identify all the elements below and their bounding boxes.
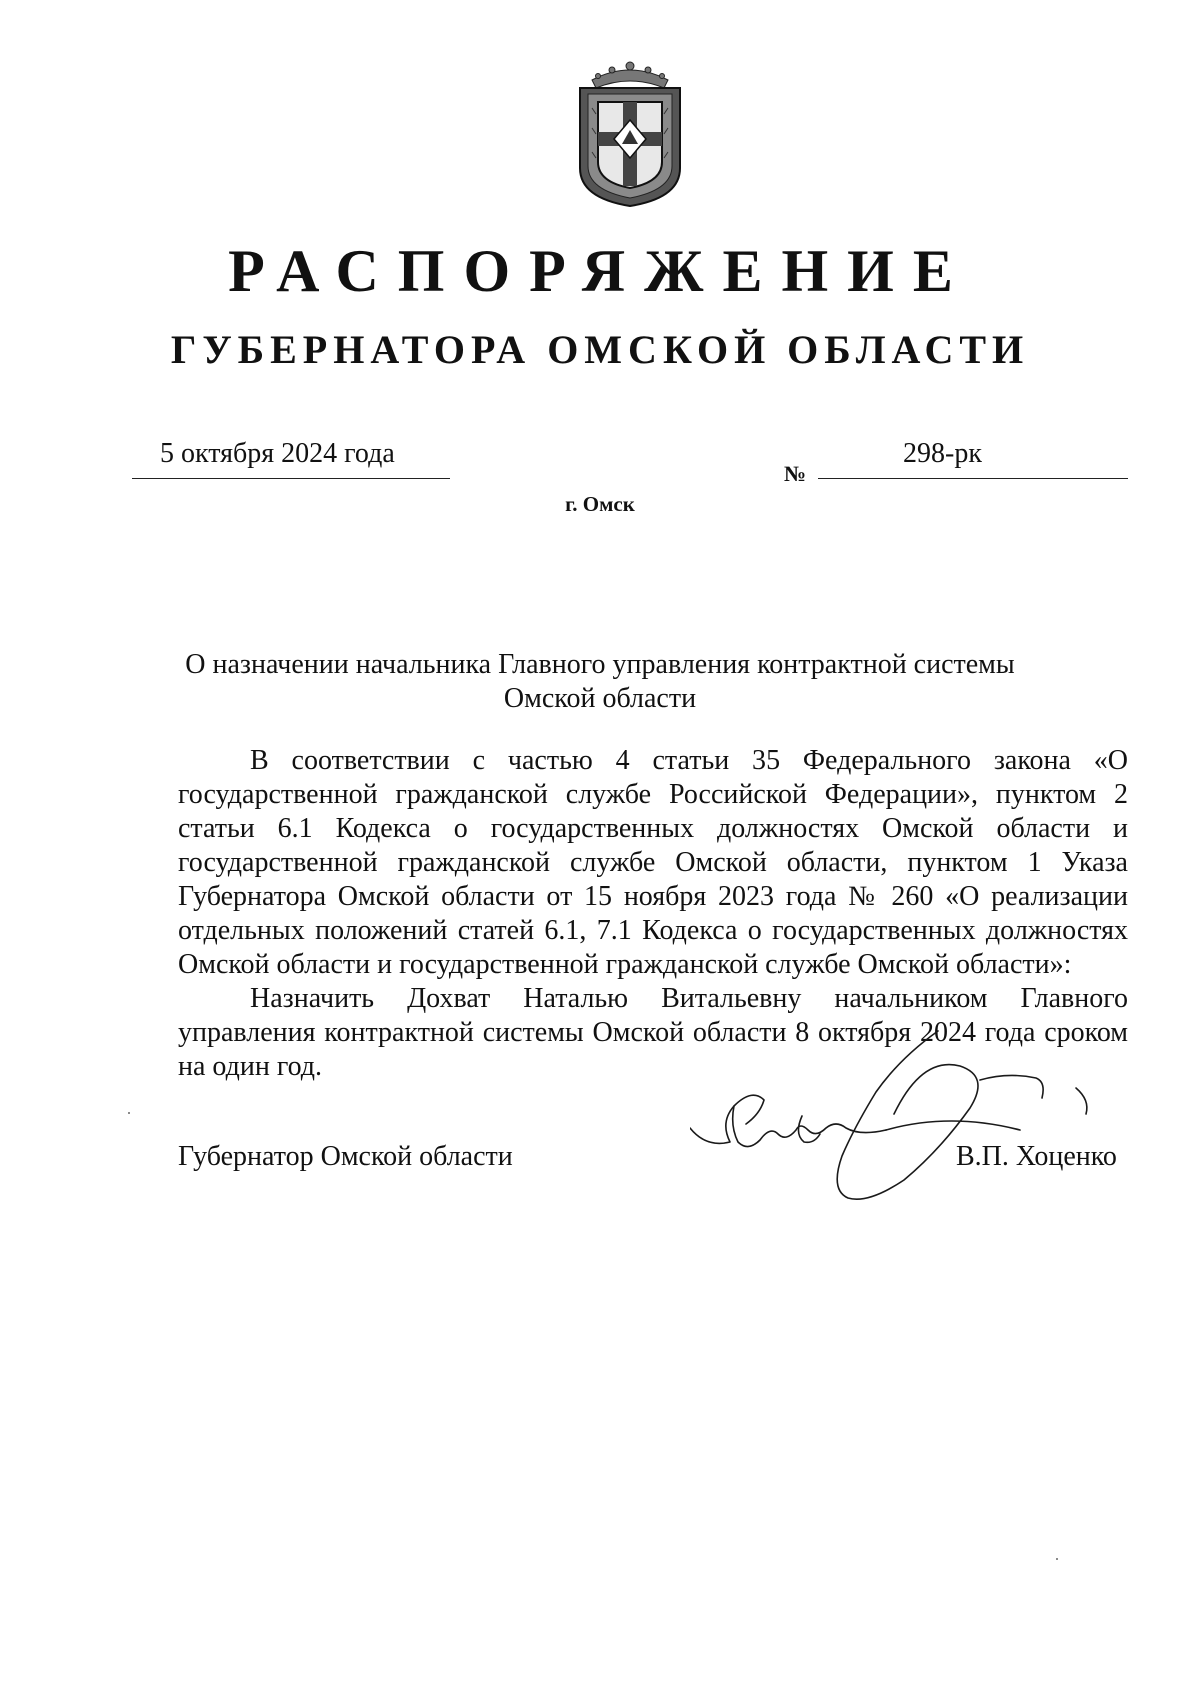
document-city: г. Омск bbox=[565, 492, 635, 516]
date-underline bbox=[132, 478, 450, 479]
document-subject: О назначении начальника Главного управления контрактной системы Омской области bbox=[185, 649, 1015, 714]
signer-name: В.П. Хоценко bbox=[956, 1141, 1117, 1172]
order-paragraph: Назначить Дохват Наталью Витальевну начальником Главного управления контрактной системы Омской области 8 октября 2024 года сроком на один год. bbox=[178, 983, 1128, 1082]
document-issuer: ГУБЕРНАТОРА ОМСКОЙ ОБЛАСТИ bbox=[170, 327, 1030, 372]
number-underline bbox=[818, 478, 1128, 479]
number-sign: № bbox=[784, 461, 807, 486]
scan-artifact bbox=[1056, 1558, 1058, 1560]
legal-basis-paragraph: В соответствии с частью 4 статьи 35 Федерального закона «О государственной гражданской службе Российской Федерации», пунктом 2 статьи 6.1 Кодекса о государственных должностях Омской области и государственной гражданской службе Омской области, пунктом 1 Указа Губернатора Омской области от 15 ноября 2023 года № 260 «О реализации отдельных положений статей 6.1, 7.1 Кодекса о государственных должностях Омской области и государственной гражданской службе Омской области»: bbox=[178, 745, 1128, 980]
coat-of-arms-icon bbox=[570, 58, 690, 208]
scan-artifact bbox=[128, 1112, 130, 1114]
signature-icon bbox=[690, 1030, 1110, 1220]
document-number: 298-рк bbox=[903, 438, 982, 469]
signer-position: Губернатор Омской области bbox=[178, 1141, 513, 1172]
document-date: 5 октября 2024 года bbox=[160, 438, 395, 469]
document-title: РАСПОРЯЖЕНИЕ bbox=[228, 238, 972, 304]
